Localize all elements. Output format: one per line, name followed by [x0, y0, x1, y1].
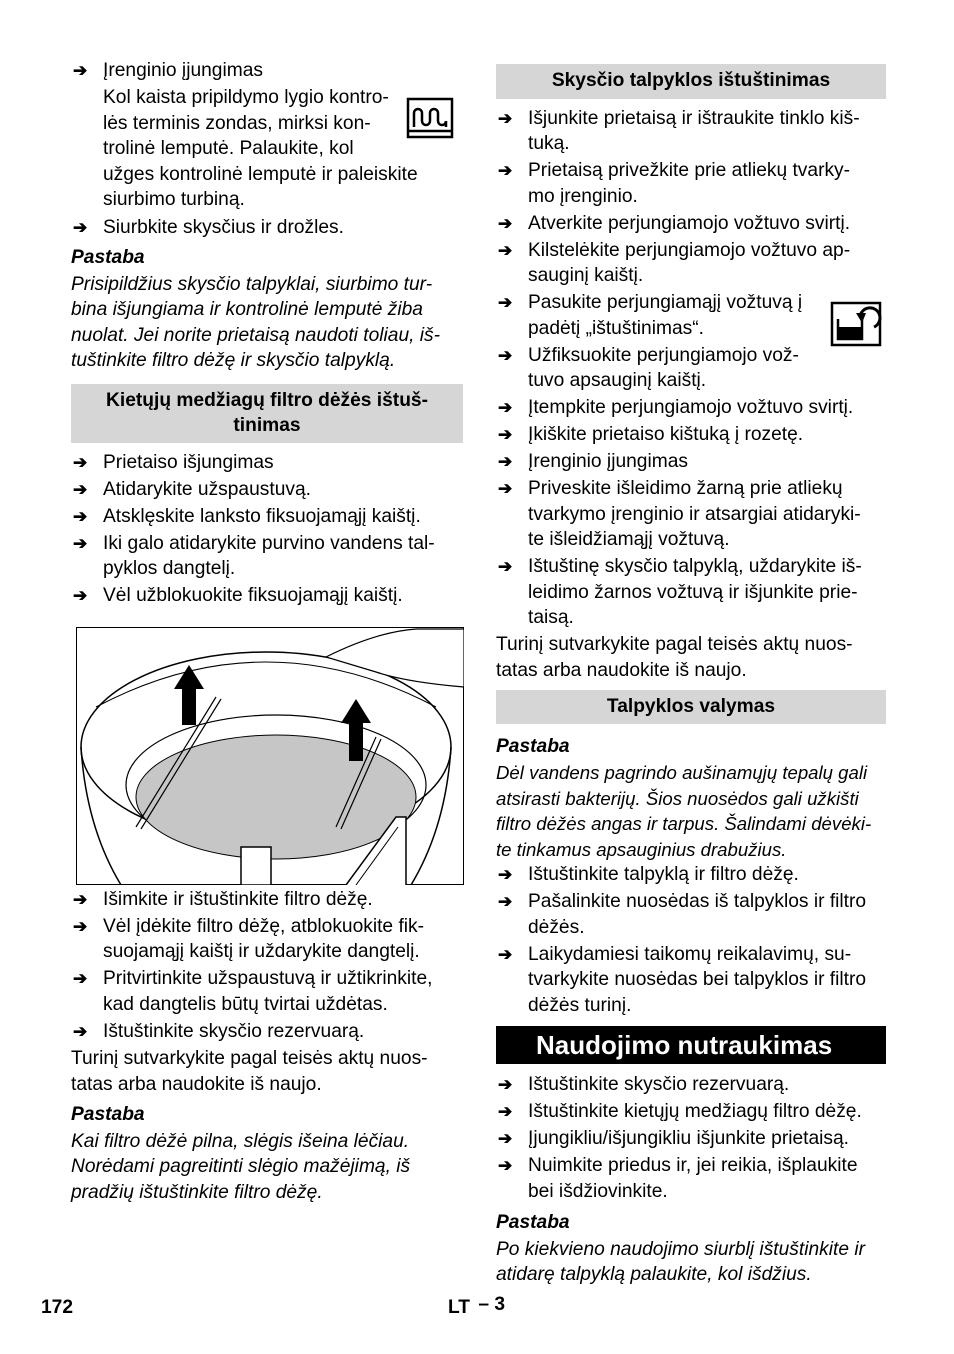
text-line: tvarkykite nuosėdas bei talpyklos ir filtro: [528, 969, 867, 990]
section-heading: Talpyklos valymas: [496, 690, 886, 724]
heating-coil-icon: [406, 97, 454, 141]
bullet-list: [496, 106, 886, 631]
text-line: Norėdami pagreitinti slėgio mažėjimą, iš: [71, 1156, 411, 1177]
bullet-list: [71, 450, 463, 609]
list-item: [496, 889, 886, 940]
list-item: [71, 1019, 463, 1045]
list-item: [71, 450, 463, 476]
text-line: Ištuštinę skysčio talpyklą, uždarykite iš-: [528, 556, 862, 577]
bullet-list: [71, 887, 463, 1045]
text-line: tatas arba naudokite iš naujo.: [496, 659, 747, 681]
text-line: Priveskite išleidimo žarną prie atliekų: [528, 478, 843, 499]
arrow-icon: ➔: [498, 293, 513, 312]
text-line: dėžės.: [528, 916, 585, 938]
text-line: mo įrenginio.: [528, 185, 638, 207]
text-line: pradžių ištuštinkite filtro dėžę.: [71, 1181, 323, 1203]
text-line: bei išdžiovinkite.: [528, 1180, 668, 1202]
paragraph: [496, 632, 886, 683]
text-line: Nuimkite priedus ir, jei reikia, išplaukite: [528, 1155, 858, 1176]
text-line: te tinkamus apsauginius drabužius.: [496, 838, 787, 860]
arrow-icon: ➔: [498, 1156, 513, 1175]
text-line: Pašalinkite nuosėdas iš talpyklos ir filtro: [528, 891, 867, 912]
filter-box-illustration: [76, 627, 464, 885]
arrow-icon: ➔: [498, 479, 513, 498]
page-number: 172: [41, 1297, 74, 1318]
arrow-icon: ➔: [73, 916, 88, 936]
list-item: [496, 554, 886, 631]
section-heading: [71, 384, 463, 443]
arrow-icon: ➔: [498, 892, 513, 911]
list-item: [496, 1153, 886, 1204]
list-item: [496, 1099, 886, 1125]
text-line: Įkiškite prietaiso kištuką į rozetę.: [528, 424, 804, 445]
text-line: tatas arba naudokite iš naujo.: [71, 1073, 322, 1095]
arrow-icon: ➔: [498, 213, 513, 233]
text-line: Turinį sutvarkykite pagal teisės aktų nuos-: [71, 1048, 428, 1069]
text-line: trolinė lemputė. Palaukite, kol: [103, 138, 354, 159]
text-line: Ištuštinkite skysčio rezervuarą.: [103, 1020, 365, 1042]
text-line: taisą.: [528, 607, 574, 628]
arrow-icon: ➔: [498, 108, 513, 128]
list-item: [496, 1126, 886, 1152]
text-line: Įtempkite perjungiamojo vožtuvo svirtį.: [528, 397, 854, 418]
text-line: Atverkite perjungiamojo vožtuvo svirtį.: [528, 212, 851, 234]
arrow-icon: ➔: [498, 398, 513, 417]
text-line: dėžės turinį.: [528, 994, 632, 1016]
arrow-icon: ➔: [498, 240, 513, 260]
text-line: Vėl užblokuokite fiksuojamąjį kaištį.: [103, 585, 403, 606]
list-item: ➔ Siurbkite skysčius ir drožles.: [73, 216, 344, 238]
text-line: Prietaisą privežkite prie atliekų tvarky-: [528, 160, 851, 181]
text-line: užges kontrolinė lemputė ir paleiskite: [103, 163, 418, 185]
text-line: Kol kaista pripildymo lygio kontro-: [103, 87, 389, 108]
list-item: [496, 343, 886, 394]
text-line: suojamąjį kaištį ir uždarykite dangtelį.: [103, 941, 420, 962]
arrow-icon: ➔: [498, 452, 513, 471]
text-line: Išjunkite prietaisą ir ištraukite tinklo kiš-: [528, 107, 860, 129]
arrow-icon: ➔: [73, 506, 88, 526]
text-line: Kilstelėkite perjungiamojo vožtuvo ap-: [528, 239, 851, 261]
list-item: [71, 531, 463, 582]
list-item: [71, 504, 463, 530]
text-line: Kai filtro dėžė pilna, slėgis išeina lėčiau.: [71, 1130, 410, 1152]
text-line: Dėl vandens pagrindo aušinamųjų tepalų gali: [496, 762, 868, 783]
text-line: Išimkite ir ištuštinkite filtro dėžę.: [103, 888, 373, 910]
bullet-list: [496, 1072, 886, 1204]
arrow-icon: ➔: [498, 865, 513, 884]
list-item: [496, 395, 886, 421]
arrow-icon: ➔: [73, 1021, 88, 1041]
list-item: [496, 862, 886, 888]
footer-language: LT – 3: [448, 1294, 506, 1318]
text-line: Atsklęskite lanksto fiksuojamąjį kaištį.: [103, 505, 421, 527]
list-item: [71, 966, 463, 1017]
list-item: [71, 887, 463, 913]
list-item: ➔ Įrenginio įjungimas: [73, 60, 263, 81]
arrow-icon: ➔: [498, 425, 513, 444]
drain-valve-icon: [830, 301, 882, 347]
arrow-icon: ➔: [73, 969, 88, 988]
arrow-icon: ➔: [73, 533, 88, 553]
text-line: bina išjungiama ir kontrolinė lemputė žiba: [71, 299, 423, 320]
note-title: Pastaba: [496, 1212, 570, 1233]
list-item: [71, 583, 463, 609]
arrow-icon: ➔: [73, 889, 88, 909]
text-line: filtro dėžės angas ir tarpus. Šalindami dėvėki-: [496, 813, 872, 834]
arrow-icon: ➔: [73, 586, 88, 605]
paragraph-heater: [71, 85, 463, 213]
list-item: [496, 449, 886, 475]
text-line: siurbimo turbiną.: [103, 189, 245, 210]
text-line: pyklos dangtelį.: [103, 558, 236, 579]
paragraph: [71, 1046, 463, 1097]
text-line: Ištuštinkite talpyklą ir filtro dėžę.: [528, 864, 799, 885]
text-line: tvarkymo įrenginio ir atsargiai atidaryki-: [528, 503, 861, 525]
text-line: atsirasti bakterijų. Šios nuosėdos gali užkišti: [496, 787, 859, 809]
text-line: Turinį sutvarkykite pagal teisės aktų nuos-: [496, 634, 853, 655]
text-line: Kietųjų medžiagų filtro dėžės ištuš-: [106, 389, 428, 411]
text-line: leidimo žarnos vožtuvą ir išjunkite prie-: [528, 581, 858, 603]
text-line: Ištuštinkite kietųjų medžiagų filtro dėžę.: [528, 1101, 862, 1122]
text-line: tuką.: [528, 133, 570, 154]
list-item: [71, 477, 463, 503]
text-line: padėtį „ištuštinimas“.: [528, 317, 704, 339]
note-text: [71, 1129, 463, 1206]
text-line: Prisipildžius skysčio talpyklai, siurbimo tur-: [71, 273, 433, 295]
note-text: [496, 1237, 886, 1288]
text-line: Pasukite perjungiamąjį vožtuvą į: [528, 292, 803, 313]
note-title: Pastaba: [71, 1104, 145, 1125]
left-column: [71, 58, 463, 1205]
arrow-icon: ➔: [73, 479, 88, 499]
text-line: Iki galo atidarykite purvino vandens tal-: [103, 532, 435, 554]
text-line: Atidarykite užspaustuvą.: [103, 478, 311, 500]
list-item: [496, 476, 886, 553]
list-item: [496, 290, 886, 341]
text-line: tuvo apsauginį kaištį.: [528, 370, 707, 391]
right-column: [496, 64, 886, 1288]
list-item: [496, 942, 886, 1019]
text-line: Po kiekvieno naudojimo siurblį ištuštinkite ir: [496, 1238, 865, 1260]
note-title: Pastaba: [496, 735, 570, 757]
list-item: [496, 106, 886, 157]
chapter-heading: Naudojimo nutraukimas: [496, 1026, 886, 1064]
arrow-icon: ➔: [498, 1102, 513, 1121]
bullet-list: [496, 862, 886, 1018]
text-line: Laikydamiesi taikomų reikalavimų, su-: [528, 943, 852, 965]
text-line: sauginį kaištį.: [528, 265, 644, 286]
text-line: kad dangtelis būtų tvirtai uždėtas.: [103, 993, 388, 1015]
text-line: nuolat. Jei norite prietaisą naudoti toliau, iš-: [71, 324, 441, 346]
text-line: tuštinkite filtro dėžę ir skysčio talpyklą.: [71, 350, 396, 371]
note-text: [71, 272, 463, 374]
text-line: atidarę talpyklą palaukite, kol išdžius.: [496, 1264, 812, 1285]
list-item: [496, 422, 886, 448]
text-line: Prietaiso išjungimas: [103, 451, 274, 473]
arrow-icon: ➔: [498, 557, 513, 576]
list-item: [496, 211, 886, 237]
text-line: Pritvirtinkite užspaustuvą ir užtikrinkite,: [103, 968, 433, 989]
text-line: te išleidžiamąjį vožtuvą.: [528, 529, 730, 550]
list-item: [71, 914, 463, 965]
text-line: Įjungikliu/išjungikliu išjunkite prietaisą.: [528, 1128, 850, 1149]
arrow-icon: ➔: [498, 1075, 513, 1094]
arrow-icon: ➔: [498, 345, 513, 365]
section-heading: Skysčio talpyklos ištuštinimas: [496, 64, 886, 99]
arrow-icon: ➔: [73, 452, 88, 472]
arrow-icon: ➔: [498, 944, 513, 964]
text-line: Vėl įdėkite filtro dėžę, atblokuokite fik-: [103, 915, 425, 937]
text-line: lės terminis zondas, mirksi kon-: [103, 112, 371, 134]
arrow-icon: ➔: [498, 1129, 513, 1148]
arrow-icon: ➔: [498, 161, 513, 180]
text-line: tinimas: [233, 415, 301, 436]
list-item: [496, 158, 886, 209]
text-line: Ištuštinkite skysčio rezervuarą.: [528, 1074, 790, 1095]
text-line: Užfiksuokite perjungiamojo vož-: [528, 344, 799, 366]
list-item: [496, 238, 886, 289]
list-item: [496, 1072, 886, 1098]
text-line: Įrenginio įjungimas: [528, 451, 688, 472]
note-text: [496, 760, 886, 862]
note-title: Pastaba: [71, 247, 145, 268]
